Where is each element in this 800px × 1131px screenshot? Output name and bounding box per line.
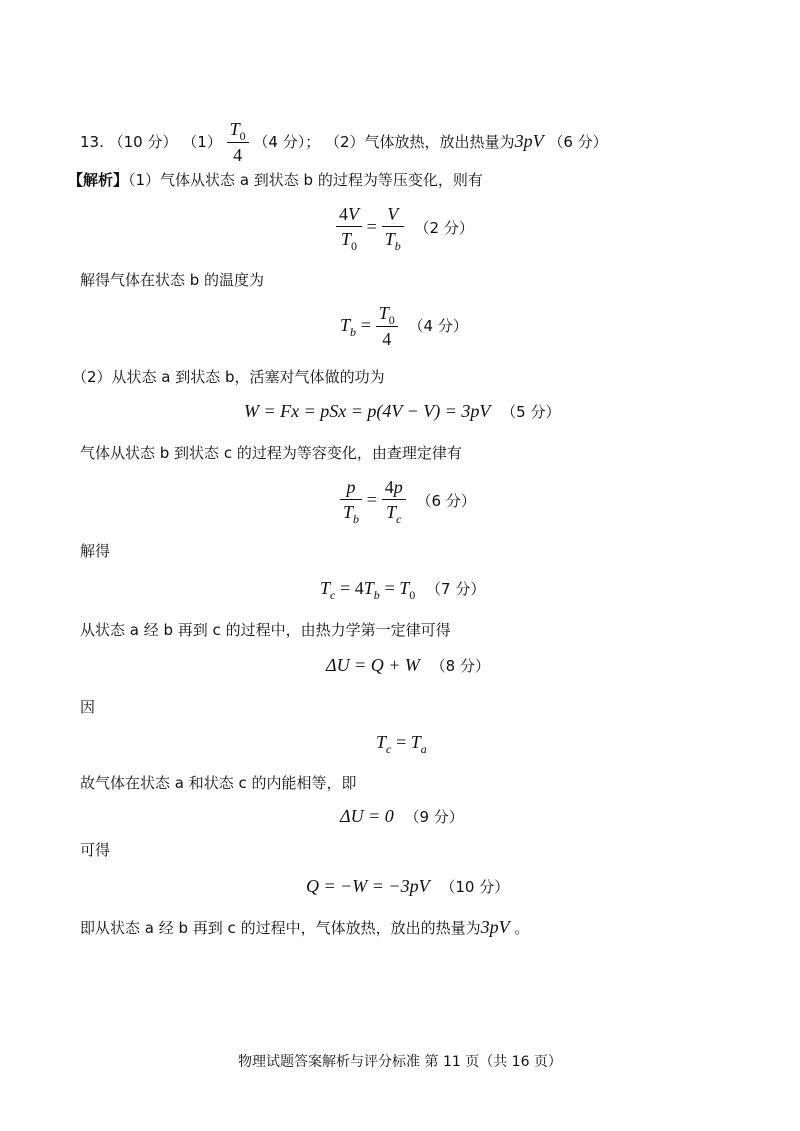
analysis-line-4: 气体从状态 b 到状态 c 的过程为等容变化，由查理定律有 — [80, 444, 462, 462]
analysis-line-1: 【解析】（1）气体从状态 a 到状态 b 的过程为等压变化，则有 — [68, 171, 483, 189]
equation-4: $\frac{p}{T_b}$ = $\frac{4p}{T_c}$ （6 分） — [340, 476, 476, 526]
equation-5-score: （7 分） — [426, 580, 486, 598]
equation-4-score: （6 分） — [416, 491, 476, 510]
part1-score: （4 分）； — [253, 133, 321, 151]
equation-9-score: （10 分） — [440, 878, 510, 896]
equation-3: W = Fx = pSx = p(4V − V) = 3pV （5 分） — [244, 401, 561, 421]
part1-answer-fraction: $\frac{T_0}{4}$ — [227, 118, 249, 167]
total-score: （10 分） — [108, 133, 178, 151]
equation-9: Q = −W = −3pV （10 分） — [306, 876, 510, 896]
part2-label: （2） — [325, 133, 365, 151]
equation-8-score: （9 分） — [404, 808, 464, 826]
analysis-line-9: 可得 — [80, 841, 111, 859]
equation-2: $T_b$ = $\frac{T_0}{4}$ （4 分） — [340, 303, 468, 349]
equation-6: ΔU = Q + W （8 分） — [326, 655, 490, 675]
part2-text: 气体放热，放出热量为 — [364, 133, 515, 151]
analysis-line-5: 解得 — [80, 542, 111, 560]
analysis-line-6: 从状态 a 经 b 再到 c 的过程中，由热力学第一定律可得 — [80, 621, 451, 639]
equation-6-score: （8 分） — [430, 657, 490, 675]
question-number: 13. — [80, 133, 104, 151]
equation-1: $\frac{4V}{T_0}$ = $\frac{V}{T_b}$ （2 分） — [336, 203, 474, 253]
equation-5: $T_c = 4T_b = T_0$ （7 分） — [320, 578, 486, 602]
part2-score: （6 分） — [548, 133, 608, 151]
part1-label: （1） — [182, 133, 222, 151]
analysis-line-7: 因 — [80, 698, 96, 716]
analysis-line-2: 解得气体在状态 b 的温度为 — [80, 271, 265, 289]
part2-value: 3pV — [514, 131, 544, 151]
equation-2-score: （4 分） — [408, 317, 468, 335]
page-footer: 物理试题答案解析与评分标准 第 11 页（共 16 页） — [238, 1054, 562, 1070]
equation-7: $T_c = T_a$ — [376, 732, 427, 756]
analysis-line-10: 即从状态 a 经 b 再到 c 的过程中，气体放热，放出的热量为3pV 。 — [80, 917, 530, 937]
analysis-tag: 【解析】 — [68, 171, 129, 189]
analysis-line-8: 故气体在状态 a 和状态 c 的内能相等，即 — [80, 774, 357, 792]
answer-summary — [80, 118, 608, 167]
analysis-line-3: （2）从状态 a 到状态 b，活塞对气体做的功为 — [72, 368, 385, 386]
equation-3-score: （5 分） — [501, 403, 561, 421]
equation-8: ΔU = 0 （9 分） — [340, 806, 464, 826]
equation-1-score: （2 分） — [414, 218, 474, 237]
